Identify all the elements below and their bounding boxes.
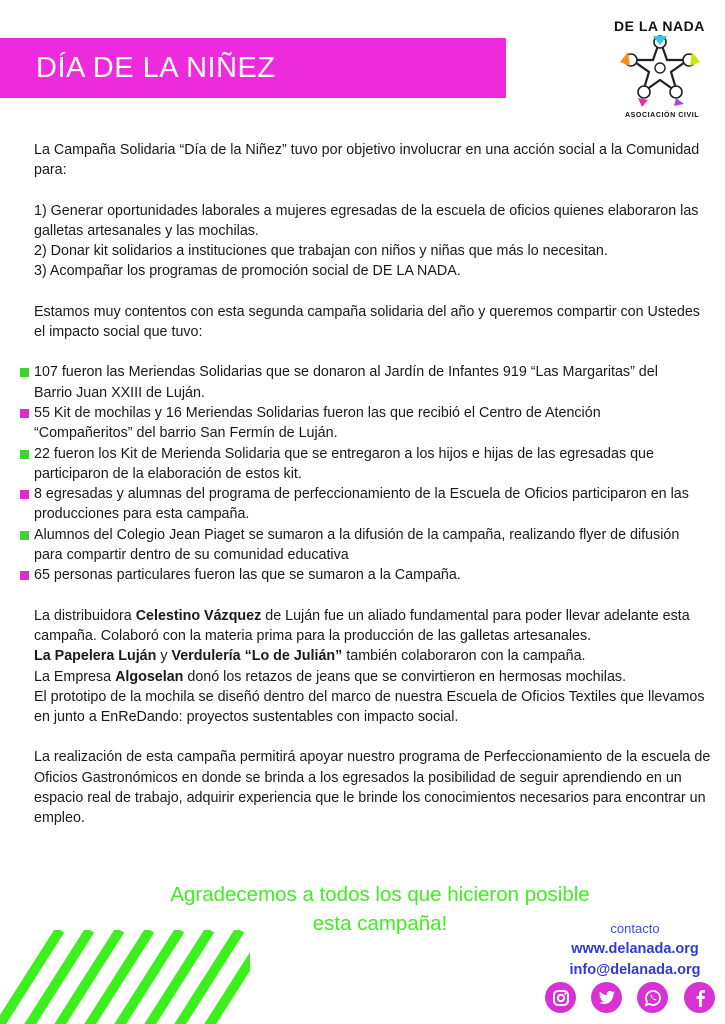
objective-2: 2) Donar kit solidarios a instituciones que trabajan con niños y niñas que más lo necesitan.	[34, 243, 608, 260]
email-link[interactable]: info@delanada.org	[569, 962, 701, 978]
impact-item: 22 fueron los Kit de Merienda Solidaria que se entregaron a los hijos e hijas de las egresadas que participaron de la elaboración de estos kit.	[19, 444, 699, 485]
instagram-icon[interactable]	[545, 982, 576, 1013]
prototype-paragraph: El prototipo de la mochila se diseñó dentro del marco de nuestra Escuela de Oficios Textiles que llevamos en junto a EnReDando: proyectos sustentables con impacto social.	[34, 688, 705, 726]
sponsor-paragraph-3: La Empresa Algoselan donó los retazos de jeans que se convirtieron en hermosas mochilas.	[34, 668, 627, 685]
sponsor-celestino: Celestino Vázquez	[135, 607, 262, 624]
website-link[interactable]: www.delanada.org	[571, 941, 699, 957]
facebook-icon[interactable]	[684, 982, 715, 1013]
sponsor-paragraph-1: La distribuidora Celestino Vázquez de Luján fue un aliado fundamental para poder llevar adelante esta campaña. Colaboró con la materia prima para la producción de las galletas artesanales.	[34, 607, 690, 644]
title-banner	[0, 38, 506, 98]
green-square-bullet-icon	[20, 450, 29, 459]
green-square-bullet-icon	[20, 368, 29, 377]
sponsor-verduleria: Verdulería “Lo de Julián”	[171, 648, 343, 665]
objective-1: 1) Generar oportunidades laborales a mujeres egresadas de la escuela de oficios quienes elaboraron las galletas artesanales y las mochilas.	[34, 202, 699, 239]
contact-label: contacto	[610, 921, 660, 936]
de-la-nada-logo	[604, 12, 716, 128]
logo-name: DE LA NADA	[614, 18, 705, 34]
sponsor-algoselan: Algoselan	[115, 668, 184, 685]
impact-intro: Estamos muy contentos con esta segunda campaña solidaria del año y queremos compartir con Ustedes el impacto social que tuvo:	[34, 303, 700, 341]
main-content	[34, 140, 714, 829]
closing-paragraph: La realización de esta campaña permitirá apoyar nuestro programa de Perfeccionamiento de la escuela de Oficios Gastronómicos en donde se brinda a los egresados la posibilidad de seguir aprendiendo en un espacio real de trabajo, adquirir experiencia que le brinde los conocimientos necesarios para encontrar un empleo.	[34, 749, 711, 827]
impact-list	[19, 362, 699, 585]
intro-paragraph: La Campaña Solidaria “Día de la Niñez” tuvo por objetivo involucrar en una acción social a la Comunidad para:	[34, 142, 700, 179]
contact-block	[560, 918, 710, 981]
impact-item: Alumnos del Colegio Jean Piaget se sumaron a la difusión de la campaña, realizando flyer de difusión para compartir dentro de su comunidad educativa	[19, 525, 699, 566]
sponsor-papelera: La Papelera Luján	[34, 648, 157, 665]
twitter-icon[interactable]	[591, 982, 622, 1013]
page-title: DÍA DE LA NIÑEZ	[36, 51, 276, 84]
magenta-square-bullet-icon	[20, 571, 29, 580]
impact-item: 65 personas particulares fueron las que se sumaron a la Campaña.	[19, 565, 699, 585]
impact-item: 55 Kit de mochilas y 16 Meriendas Solidarias fueron las que recibió el Centro de Atención “Compañeritos” del barrio San Fermín de Luján.	[19, 403, 699, 444]
decorative-stripes	[0, 930, 250, 1024]
thanks-line-1: Agradecemos a todos los que hicieron posible	[170, 883, 590, 906]
whatsapp-icon[interactable]	[637, 982, 668, 1013]
thanks-line-2: esta campaña!	[312, 912, 448, 935]
magenta-square-bullet-icon	[20, 409, 29, 418]
impact-item: 8 egresadas y alumnas del programa de perfeccionamiento de la Escuela de Oficios participaron en las producciones para esta campaña.	[19, 484, 699, 525]
impact-item: 107 fueron las Meriendas Solidarias que se donaron al Jardín de Infantes 919 “Las Margaritas” del Barrio Juan XXIII de Luján.	[19, 362, 699, 403]
green-square-bullet-icon	[20, 531, 29, 540]
objective-3: 3) Acompañar los programas de promoción social de DE LA NADA.	[34, 263, 461, 280]
sponsor-paragraph-2: La Papelera Luján y Verdulería “Lo de Julián” también colaboraron con la campaña.	[34, 648, 586, 665]
logo-subtitle: ASOCIACIÓN CIVIL	[625, 112, 700, 119]
magenta-square-bullet-icon	[20, 490, 29, 499]
